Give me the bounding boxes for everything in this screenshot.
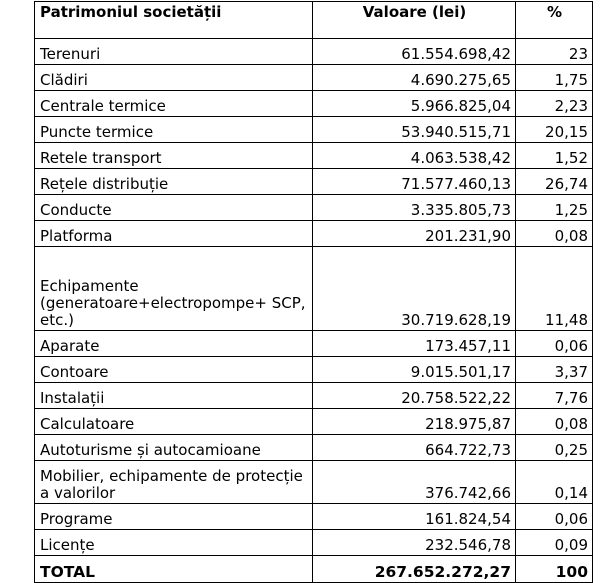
row-value: 218.975,87 (313, 409, 516, 435)
assets-table (34, 1, 593, 583)
row-value: 9.015.501,17 (313, 357, 516, 383)
row-value: 3.335.805,73 (313, 195, 516, 221)
row-percent: 1,25 (516, 195, 593, 221)
row-name: Centrale termice (35, 91, 313, 117)
table-row (35, 331, 593, 357)
row-percent: 0,25 (516, 435, 593, 461)
row-name: Echipamente (generatoare+electropompe+ SCP, etc.) (35, 247, 313, 331)
header-percent: % (516, 2, 593, 39)
row-value: 20.758.522,22 (313, 383, 516, 409)
table-row (35, 409, 593, 435)
header-value: Valoare (lei) (313, 2, 516, 39)
table-row (35, 383, 593, 409)
row-name: Terenuri (35, 39, 313, 65)
row-percent: 2,23 (516, 91, 593, 117)
table-row (35, 247, 593, 331)
table-row (35, 65, 593, 91)
total-percent: 100 (516, 556, 593, 583)
row-name: Rețele distribuție (35, 169, 313, 195)
row-percent: 20,15 (516, 117, 593, 143)
table-row (35, 504, 593, 530)
row-name: Platforma (35, 221, 313, 247)
table-row (35, 530, 593, 556)
row-name: Mobilier, echipamente de protecție a valorilor (35, 461, 313, 504)
row-percent: 0,08 (516, 409, 593, 435)
row-percent: 1,52 (516, 143, 593, 169)
row-value: 71.577.460,13 (313, 169, 516, 195)
row-name: Retele transport (35, 143, 313, 169)
row-value: 4.063.538,42 (313, 143, 516, 169)
row-value: 5.966.825,04 (313, 91, 516, 117)
row-value: 201.231,90 (313, 221, 516, 247)
total-label: TOTAL (35, 556, 313, 583)
row-value: 232.546,78 (313, 530, 516, 556)
row-name: Calculatoare (35, 409, 313, 435)
row-name: Clădiri (35, 65, 313, 91)
row-name: Aparate (35, 331, 313, 357)
table-row (35, 117, 593, 143)
table-row (35, 91, 593, 117)
total-row (35, 556, 593, 583)
row-name: Programe (35, 504, 313, 530)
row-value: 30.719.628,19 (313, 247, 516, 331)
row-percent: 0,09 (516, 530, 593, 556)
row-value: 61.554.698,42 (313, 39, 516, 65)
row-name: Instalații (35, 383, 313, 409)
row-percent: 3,37 (516, 357, 593, 383)
row-name: Conducte (35, 195, 313, 221)
table-row (35, 195, 593, 221)
row-percent: 11,48 (516, 247, 593, 331)
row-percent: 23 (516, 39, 593, 65)
row-percent: 0,14 (516, 461, 593, 504)
row-percent: 0,06 (516, 504, 593, 530)
table-row (35, 143, 593, 169)
row-value: 664.722,73 (313, 435, 516, 461)
table-row (35, 357, 593, 383)
row-percent: 0,06 (516, 331, 593, 357)
table-row (35, 435, 593, 461)
row-value: 376.742,66 (313, 461, 516, 504)
row-name: Licențe (35, 530, 313, 556)
table-row (35, 221, 593, 247)
row-value: 173.457,11 (313, 331, 516, 357)
row-value: 53.940.515,71 (313, 117, 516, 143)
table-row (35, 461, 593, 504)
row-name: Contoare (35, 357, 313, 383)
row-percent: 7,76 (516, 383, 593, 409)
row-percent: 26,74 (516, 169, 593, 195)
header-name: Patrimoniul societății (35, 2, 313, 39)
table-row (35, 169, 593, 195)
table-row (35, 39, 593, 65)
row-name: Autoturisme și autocamioane (35, 435, 313, 461)
row-value: 4.690.275,65 (313, 65, 516, 91)
row-percent: 0,08 (516, 221, 593, 247)
row-name: Puncte termice (35, 117, 313, 143)
total-value: 267.652.272,27 (313, 556, 516, 583)
row-value: 161.824,54 (313, 504, 516, 530)
row-percent: 1,75 (516, 65, 593, 91)
table-header-row (35, 2, 593, 39)
